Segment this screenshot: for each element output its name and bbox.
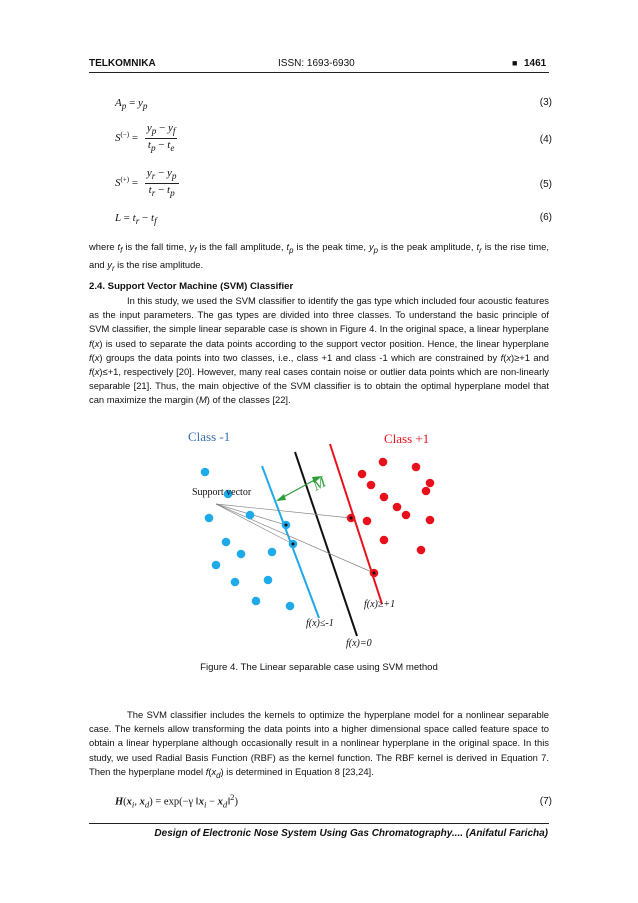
data-point-blue — [205, 514, 214, 523]
data-point-red — [367, 481, 376, 490]
support-vector-center — [292, 543, 295, 546]
data-point-blue — [212, 561, 221, 570]
equation-4-number: (4) — [539, 134, 552, 145]
data-point-red — [380, 493, 389, 502]
data-point-blue — [286, 602, 295, 611]
data-point-red — [426, 516, 435, 525]
kernel-paragraph: The SVM classifier includes the kernels to optimize the hyperplane model for a nonlinear separable case. The kernels allow transforming the data points into a higher dimensional space called feature space to obtain a linear hyperplane although occasionally result in a nonlinear hyperplane in the original space. In this study, we used Radial Basis Function (RBF) as the kernel function. The RBF kernel is derived in Equation 7. Then the hyperplane model $f(x_d)$ is determined in Equation 8 [23,24]. — [89, 709, 549, 780]
data-point-red — [422, 487, 431, 496]
positive-constraint-label: f(x)≥+1 — [364, 599, 396, 610]
variable-definitions: where $t_f$ is the fall time, $y_f$ is the fall amplitude, $t_p$ is the peak time, $y_p$ is the peak amplitude, $t_r$ is the rise time, and $y_r$ is the rise amplitude. — [89, 241, 549, 273]
journal-name: TELKOMNIKA — [89, 58, 156, 69]
data-point-blue — [268, 548, 277, 557]
equation-4: S(−) = $\frac{y_p - y_f}{t_p - t_e}$ — [115, 122, 176, 154]
negative-constraint-label: f(x)≤-1 — [306, 618, 334, 629]
class-positive-label: Class +1 — [384, 431, 430, 446]
equation-3-number: (3) — [539, 97, 552, 108]
data-point-red — [393, 503, 402, 512]
footer-rule — [89, 823, 549, 824]
issn: ISSN: 1693-6930 — [278, 58, 355, 69]
zero-hyperplane-label: f(x)=0 — [346, 638, 372, 649]
equation-3: $A_p = y_p$ — [115, 97, 148, 112]
data-point-blue — [246, 511, 255, 520]
data-point-red — [363, 517, 372, 526]
data-point-red — [358, 470, 367, 479]
page-number: 1461 — [524, 58, 547, 69]
data-point-blue — [252, 597, 261, 606]
data-point-red — [379, 458, 388, 467]
data-point-red — [380, 536, 389, 545]
section-heading: 2.4. Support Vector Machine (SVM) Classifier — [89, 281, 294, 292]
data-point-red — [402, 511, 411, 520]
equation-7-number: (7) — [539, 796, 552, 807]
equation-5-number: (5) — [539, 179, 552, 190]
margin-label: M — [310, 474, 329, 495]
support-vector-center — [350, 517, 353, 520]
data-point-red — [412, 463, 421, 472]
svm-figure — [178, 422, 450, 652]
data-point-blue — [201, 468, 210, 477]
support-vector-center — [373, 572, 376, 575]
header-rule — [89, 72, 549, 73]
equation-7: $H(x_i$, $x_d) = \exp(-\gamma$ $‖x_i$ − $x_d‖^2$) — [115, 792, 239, 810]
bullet-icon: ■ — [512, 58, 518, 68]
equation-5: S(+) = $\frac{y_r - y_p}{t_r - t_p}$ — [115, 167, 177, 199]
footer-text: Design of Electronic Nose System Using Gas Chromatography.... (Anifatul Faricha) — [154, 828, 548, 839]
figure-caption: Figure 4. The Linear separable case using SVM method — [200, 662, 438, 673]
svm-paragraph: In this study, we used the SVM classifier to identify the gas type which included four acoustic features as the input parameters. The gas types are divided into three classes. To understand the basic principle of SVM classifier, the simple linear separable case is shown in Figure 4. In the original space, a linear hyperplane f(x) is used to separate the data points according to the support vector position. Hence, the linear hyperplane f(x) groups the data points into two classes, i.e., class +1 and class -1 which are constrained by f(x)≥+1 and f(x)≤+1, respectively [20]. However, many real cases contain noise or outlier data points which are non-linearly separable [21]. Thus, the main objective of the SVM classifier is to obtain the optimal hyperplane model that can maximize the margin (M) of the classes [22]. — [89, 295, 550, 406]
equation-6: $L = t_r - t_f$ — [115, 212, 157, 227]
class-positive-points — [347, 458, 435, 578]
data-point-blue — [237, 550, 246, 559]
pointer-line — [216, 504, 351, 518]
margin-arrow-head-left — [276, 494, 286, 501]
data-point-red — [417, 546, 426, 555]
class-negative-label: Class -1 — [188, 429, 231, 444]
support-vector-label: Support vector — [192, 487, 252, 498]
data-point-blue — [264, 576, 273, 585]
equation-6-number: (6) — [539, 212, 552, 223]
support-vector-center — [285, 524, 288, 527]
data-point-red — [426, 479, 435, 488]
data-point-blue — [231, 578, 240, 587]
data-point-blue — [222, 538, 231, 547]
hyperplane-zero-line — [295, 452, 357, 636]
